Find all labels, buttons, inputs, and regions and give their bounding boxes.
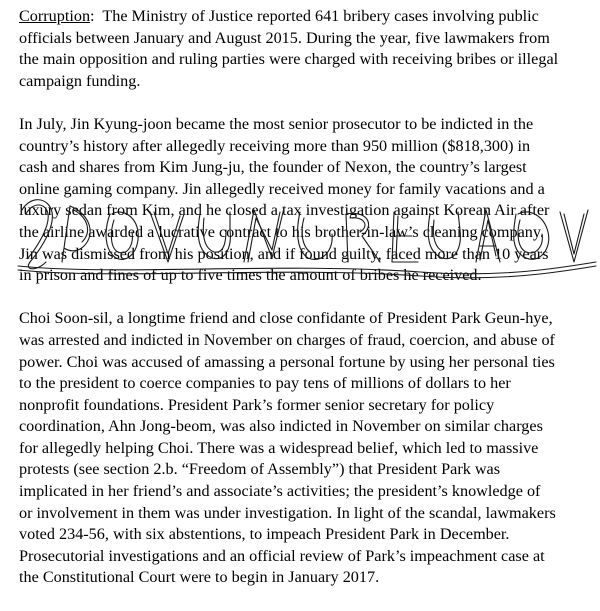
paragraph-line: the Constitutional Court were to begin in January 2017. (19, 568, 380, 587)
paragraph-line: luxury sedan from Kim, and he closed a tax investigation against Korean Air after (19, 201, 550, 220)
paragraph-line: the airline awarded a lucrative contract to his brother-in-law’s cleaning company. (19, 222, 544, 241)
paragraph-line: officials between January and August 2015. During the year, five lawmakers from (19, 28, 550, 47)
paragraph-line-text: The Ministry of Justice reported 641 bribery cases involving public (94, 7, 539, 25)
paragraph-line: protests (see section 2.b. “Freedom of Assembly”) that President Park was (19, 460, 501, 479)
paragraph-corruption-intro (19, 6, 594, 92)
paragraph-jin-kyung-joon (19, 114, 594, 287)
paragraph-line: Jin was dismissed from his position, and if found guilty, faced more than 10 years (19, 244, 549, 263)
paragraph-line: the main opposition and ruling parties were charged with receiving bribes or illegal (19, 50, 559, 69)
paragraph-line: country’s history after allegedly receiving more than 950 million ($818,300) in (19, 136, 531, 155)
section-heading: Corruption (19, 7, 91, 25)
paragraph-line: In July, Jin Kyung-joon became the most senior prosecutor to be indicted in the (19, 114, 534, 133)
paragraph-line: implicated in her friend’s and associate’s activities; the president’s knowledge of (19, 482, 541, 501)
paragraph-line: power. Choi was accused of amassing a personal fortune by using her personal ties (19, 352, 555, 371)
paragraph-line: Prosecutorial investigations and an official review of Park’s impeachment case at (19, 546, 545, 565)
paragraph-line: Choi Soon-sil, a longtime friend and close confidante of President Park Geun-hye, (19, 309, 553, 328)
paragraph-line: voted 234-56, with six abstentions, to impeach President Park in December. (19, 525, 510, 544)
paragraph-line: coordination, Ahn Jong-beom, was also indicted in November on similar charges (19, 417, 543, 436)
paragraph-line: in prison and fines of up to five times the amount of bribes he received. (19, 266, 482, 285)
paragraph-line: cash and shares from Kim Jung-ju, the founder of Nexon, the country’s largest (19, 158, 527, 177)
paragraph-line: nonprofit foundations. President Park’s former senior secretary for policy (19, 395, 495, 414)
paragraph-line: online gaming company. Jin allegedly received money for family vacations and a (19, 179, 545, 198)
paragraph-line: or involvement in them was under investigation. In light of the scandal, lawmakers (19, 503, 556, 522)
heading-colon: : (90, 7, 95, 25)
paragraph-line: campaign funding. (19, 71, 141, 90)
paragraph-line: to the president to coerce companies to pay tens of millions of dollars to her (19, 374, 511, 393)
paragraph-line: for allegedly helping Choi. There was a widespread belief, which led to massive (19, 438, 539, 457)
paragraph-line: was arrested and indicted in November on charges of fraud, coercion, and abuse of (19, 330, 555, 349)
paragraph-choi-soon-sil (19, 308, 594, 589)
paragraph-line (19, 6, 594, 28)
document-page (19, 6, 594, 611)
